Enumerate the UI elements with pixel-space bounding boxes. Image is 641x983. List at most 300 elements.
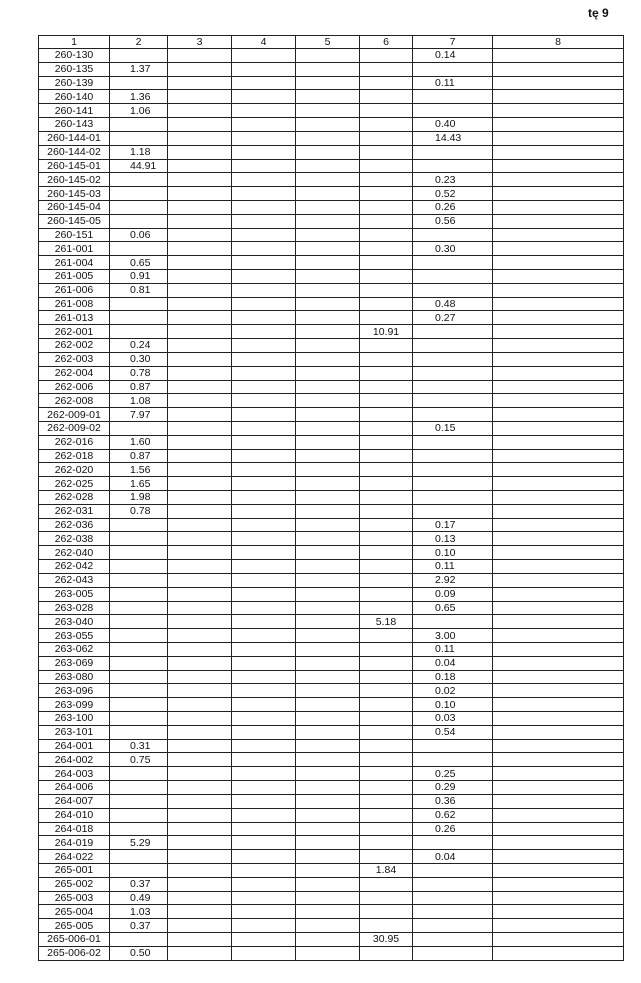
table-row [39, 532, 624, 546]
table-cell-col-8 [493, 159, 624, 173]
table-cell-col-2 [110, 532, 168, 546]
table-row [39, 615, 624, 629]
table-cell-col-4 [232, 518, 296, 532]
table-cell-col-3 [168, 62, 232, 76]
table-cell-col-8 [493, 615, 624, 629]
table-cell-col-2 [110, 670, 168, 684]
table-cell-col-6 [360, 836, 413, 850]
table-cell-col-3 [168, 449, 232, 463]
table-row [39, 725, 624, 739]
table-cell-col-6 [360, 352, 413, 366]
table-cell-col-1: 262-001 [39, 325, 110, 339]
table-cell-col-5 [296, 118, 360, 132]
table-cell-col-5 [296, 781, 360, 795]
table-cell-col-2 [110, 546, 168, 560]
table-cell-col-6 [360, 822, 413, 836]
table-cell-col-5 [296, 76, 360, 90]
table-cell-col-5 [296, 836, 360, 850]
table-cell-col-6 [360, 546, 413, 560]
table-cell-col-7 [413, 491, 493, 505]
table-cell-col-5 [296, 90, 360, 104]
table-cell-col-4 [232, 808, 296, 822]
table-cell-col-7 [413, 753, 493, 767]
table-cell-col-8 [493, 380, 624, 394]
table-cell-col-1: 260-140 [39, 90, 110, 104]
table-row [39, 380, 624, 394]
table-row [39, 656, 624, 670]
table-cell-col-3 [168, 836, 232, 850]
table-cell-col-8 [493, 339, 624, 353]
table-cell-col-8 [493, 560, 624, 574]
table-cell-col-5 [296, 794, 360, 808]
table-cell-col-1: 262-036 [39, 518, 110, 532]
table-cell-col-4 [232, 725, 296, 739]
table-cell-col-5 [296, 905, 360, 919]
table-cell-col-1: 260-130 [39, 49, 110, 63]
table-cell-col-3 [168, 380, 232, 394]
table-row [39, 863, 624, 877]
table-row [39, 504, 624, 518]
table-cell-col-1: 262-025 [39, 477, 110, 491]
table-row [39, 421, 624, 435]
table-cell-col-4 [232, 173, 296, 187]
table-cell-col-4 [232, 118, 296, 132]
table-cell-col-3 [168, 173, 232, 187]
table-cell-col-6 [360, 311, 413, 325]
table-row [39, 104, 624, 118]
table-row [39, 836, 624, 850]
table-cell-col-2: 0.87 [110, 449, 168, 463]
table-cell-col-1: 263-099 [39, 698, 110, 712]
table-cell-col-8 [493, 76, 624, 90]
table-cell-col-1: 261-005 [39, 270, 110, 284]
table-cell-col-8 [493, 49, 624, 63]
table-cell-col-3 [168, 587, 232, 601]
table-cell-col-7: 0.09 [413, 587, 493, 601]
table-cell-col-8 [493, 946, 624, 960]
table-cell-col-3 [168, 242, 232, 256]
table-cell-col-6 [360, 642, 413, 656]
table-cell-col-1: 262-040 [39, 546, 110, 560]
table-cell-col-2: 0.06 [110, 228, 168, 242]
column-header: 3 [168, 36, 232, 49]
table-cell-col-8 [493, 712, 624, 726]
table-cell-col-7: 0.54 [413, 725, 493, 739]
table-cell-col-5 [296, 615, 360, 629]
table-cell-col-6 [360, 297, 413, 311]
table-cell-col-8 [493, 601, 624, 615]
table-cell-col-2 [110, 214, 168, 228]
table-cell-col-1: 260-135 [39, 62, 110, 76]
table-cell-col-3 [168, 767, 232, 781]
table-cell-col-1: 264-007 [39, 794, 110, 808]
table-cell-col-5 [296, 684, 360, 698]
table-cell-col-8 [493, 435, 624, 449]
table-cell-col-2 [110, 712, 168, 726]
table-cell-col-5 [296, 725, 360, 739]
table-cell-col-7: 0.14 [413, 49, 493, 63]
table-cell-col-6 [360, 532, 413, 546]
table-cell-col-7: 0.30 [413, 242, 493, 256]
table-cell-col-3 [168, 394, 232, 408]
table-cell-col-6 [360, 504, 413, 518]
table-cell-col-1: 264-018 [39, 822, 110, 836]
table-cell-col-4 [232, 753, 296, 767]
table-cell-col-6 [360, 463, 413, 477]
table-cell-col-4 [232, 504, 296, 518]
table-cell-col-3 [168, 753, 232, 767]
table-cell-col-7 [413, 863, 493, 877]
table-cell-col-4 [232, 905, 296, 919]
table-cell-col-7 [413, 836, 493, 850]
table-cell-col-5 [296, 325, 360, 339]
table-cell-col-3 [168, 435, 232, 449]
table-cell-col-5 [296, 629, 360, 643]
table-cell-col-7 [413, 62, 493, 76]
table-cell-col-1: 265-003 [39, 891, 110, 905]
table-cell-col-1: 260-144-01 [39, 131, 110, 145]
table-cell-col-8 [493, 104, 624, 118]
table-cell-col-7 [413, 394, 493, 408]
table-cell-col-1: 265-001 [39, 863, 110, 877]
table-cell-col-8 [493, 587, 624, 601]
table-cell-col-6 [360, 753, 413, 767]
table-cell-col-5 [296, 670, 360, 684]
table-cell-col-6 [360, 76, 413, 90]
table-cell-col-5 [296, 297, 360, 311]
table-cell-col-3 [168, 808, 232, 822]
table-cell-col-6 [360, 270, 413, 284]
table-cell-col-2 [110, 131, 168, 145]
table-cell-col-6 [360, 573, 413, 587]
table-cell-col-3 [168, 642, 232, 656]
table-cell-col-6 [360, 131, 413, 145]
table-cell-col-3 [168, 104, 232, 118]
table-cell-col-5 [296, 642, 360, 656]
table-cell-col-7: 0.10 [413, 698, 493, 712]
table-cell-col-8 [493, 822, 624, 836]
table-cell-col-8 [493, 491, 624, 505]
table-cell-col-5 [296, 477, 360, 491]
table-cell-col-8 [493, 573, 624, 587]
table-row [39, 781, 624, 795]
table-cell-col-4 [232, 656, 296, 670]
table-cell-col-7 [413, 933, 493, 947]
table-cell-col-7: 0.23 [413, 173, 493, 187]
table-cell-col-6 [360, 560, 413, 574]
table-cell-col-8 [493, 200, 624, 214]
table-cell-col-8 [493, 891, 624, 905]
table-cell-col-4 [232, 449, 296, 463]
table-cell-col-3 [168, 615, 232, 629]
table-row [39, 49, 624, 63]
table-cell-col-5 [296, 767, 360, 781]
table-cell-col-1: 263-055 [39, 629, 110, 643]
table-cell-col-1: 261-008 [39, 297, 110, 311]
table-cell-col-1: 262-028 [39, 491, 110, 505]
table-cell-col-4 [232, 532, 296, 546]
table-cell-col-6 [360, 256, 413, 270]
table-cell-col-6: 10.91 [360, 325, 413, 339]
table-cell-col-6 [360, 200, 413, 214]
table-cell-col-4 [232, 463, 296, 477]
table-cell-col-4 [232, 642, 296, 656]
table-cell-col-1: 265-004 [39, 905, 110, 919]
table-cell-col-1: 262-031 [39, 504, 110, 518]
table-cell-col-4 [232, 739, 296, 753]
table-cell-col-5 [296, 200, 360, 214]
table-cell-col-8 [493, 325, 624, 339]
table-cell-col-2: 1.56 [110, 463, 168, 477]
table-cell-col-8 [493, 781, 624, 795]
table-cell-col-6 [360, 435, 413, 449]
table-cell-col-4 [232, 698, 296, 712]
table-cell-col-6 [360, 712, 413, 726]
table-cell-col-7: 0.52 [413, 187, 493, 201]
table-cell-col-1: 262-002 [39, 339, 110, 353]
table-cell-col-4 [232, 187, 296, 201]
table-cell-col-2 [110, 822, 168, 836]
table-cell-col-2 [110, 850, 168, 864]
table-cell-col-3 [168, 270, 232, 284]
table-row [39, 601, 624, 615]
table-row [39, 242, 624, 256]
table-cell-col-2: 1.36 [110, 90, 168, 104]
table-row [39, 905, 624, 919]
table-cell-col-7: 0.11 [413, 560, 493, 574]
table-cell-col-3 [168, 463, 232, 477]
table-cell-col-3 [168, 339, 232, 353]
table-row [39, 573, 624, 587]
table-row [39, 891, 624, 905]
table-cell-col-4 [232, 159, 296, 173]
data-table [38, 35, 624, 961]
table-cell-col-5 [296, 380, 360, 394]
table-cell-col-2 [110, 781, 168, 795]
table-cell-col-6 [360, 90, 413, 104]
table-cell-col-7 [413, 366, 493, 380]
table-cell-col-7 [413, 270, 493, 284]
table-cell-col-5 [296, 601, 360, 615]
table-cell-col-4 [232, 242, 296, 256]
table-cell-col-6 [360, 656, 413, 670]
table-cell-col-4 [232, 90, 296, 104]
table-cell-col-8 [493, 518, 624, 532]
table-cell-col-1: 262-043 [39, 573, 110, 587]
table-cell-col-7: 0.13 [413, 532, 493, 546]
table-cell-col-7: 0.04 [413, 656, 493, 670]
table-row [39, 118, 624, 132]
table-cell-col-6 [360, 228, 413, 242]
table-cell-col-4 [232, 256, 296, 270]
table-cell-col-1: 262-003 [39, 352, 110, 366]
table-cell-col-2 [110, 118, 168, 132]
table-cell-col-1: 260-144-02 [39, 145, 110, 159]
table-cell-col-4 [232, 325, 296, 339]
table-row [39, 491, 624, 505]
table-cell-col-5 [296, 933, 360, 947]
table-cell-col-1: 263-062 [39, 642, 110, 656]
table-row [39, 145, 624, 159]
table-cell-col-4 [232, 297, 296, 311]
table-cell-col-2: 7.97 [110, 408, 168, 422]
table-cell-col-6 [360, 670, 413, 684]
table-cell-col-7 [413, 159, 493, 173]
table-cell-col-8 [493, 670, 624, 684]
table-cell-col-7 [413, 463, 493, 477]
table-cell-col-2 [110, 863, 168, 877]
table-cell-col-2 [110, 587, 168, 601]
table-cell-col-2 [110, 642, 168, 656]
table-cell-col-1: 261-001 [39, 242, 110, 256]
table-cell-col-3 [168, 601, 232, 615]
table-cell-col-3 [168, 90, 232, 104]
table-row [39, 270, 624, 284]
table-row [39, 642, 624, 656]
table-cell-col-5 [296, 656, 360, 670]
table-cell-col-3 [168, 76, 232, 90]
table-cell-col-1: 262-009-01 [39, 408, 110, 422]
table-row [39, 90, 624, 104]
table-cell-col-6 [360, 850, 413, 864]
table-cell-col-5 [296, 546, 360, 560]
table-cell-col-8 [493, 532, 624, 546]
table-cell-col-2: 5.29 [110, 836, 168, 850]
table-cell-col-4 [232, 283, 296, 297]
table-cell-col-2 [110, 173, 168, 187]
column-header: 7 [413, 36, 493, 49]
table-cell-col-1: 262-004 [39, 366, 110, 380]
table-cell-col-5 [296, 421, 360, 435]
table-cell-col-1: 265-006-01 [39, 933, 110, 947]
table-cell-col-4 [232, 863, 296, 877]
table-cell-col-5 [296, 311, 360, 325]
table-cell-col-7 [413, 504, 493, 518]
table-cell-col-6 [360, 421, 413, 435]
table-row [39, 228, 624, 242]
table-cell-col-4 [232, 62, 296, 76]
table-cell-col-6 [360, 905, 413, 919]
table-cell-col-3 [168, 822, 232, 836]
table-cell-col-6 [360, 159, 413, 173]
table-cell-col-1: 261-004 [39, 256, 110, 270]
table-cell-col-6 [360, 684, 413, 698]
table-cell-col-1: 264-010 [39, 808, 110, 822]
table-cell-col-2 [110, 794, 168, 808]
table-cell-col-3 [168, 712, 232, 726]
table-cell-col-7: 0.15 [413, 421, 493, 435]
table-cell-col-8 [493, 739, 624, 753]
table-cell-col-6 [360, 477, 413, 491]
table-cell-col-2: 0.78 [110, 504, 168, 518]
table-cell-col-3 [168, 629, 232, 643]
table-cell-col-5 [296, 808, 360, 822]
table-cell-col-2 [110, 187, 168, 201]
table-cell-col-4 [232, 629, 296, 643]
table-cell-col-7 [413, 145, 493, 159]
table-cell-col-2 [110, 601, 168, 615]
table-cell-col-1: 264-003 [39, 767, 110, 781]
table-cell-col-2: 0.49 [110, 891, 168, 905]
table-cell-col-4 [232, 76, 296, 90]
table-cell-col-8 [493, 118, 624, 132]
column-header: 4 [232, 36, 296, 49]
table-cell-col-1: 263-101 [39, 725, 110, 739]
table-cell-col-8 [493, 256, 624, 270]
table-cell-col-8 [493, 270, 624, 284]
table-cell-col-8 [493, 863, 624, 877]
table-cell-col-1: 264-019 [39, 836, 110, 850]
table-cell-col-5 [296, 49, 360, 63]
table-cell-col-1: 264-002 [39, 753, 110, 767]
table-cell-col-6 [360, 698, 413, 712]
table-cell-col-3 [168, 725, 232, 739]
table-cell-col-4 [232, 933, 296, 947]
table-cell-col-1: 260-151 [39, 228, 110, 242]
table-row [39, 753, 624, 767]
table-cell-col-7 [413, 352, 493, 366]
table-cell-col-7 [413, 477, 493, 491]
table-cell-col-6 [360, 491, 413, 505]
table-cell-col-2 [110, 200, 168, 214]
table-cell-col-8 [493, 698, 624, 712]
table-cell-col-4 [232, 104, 296, 118]
table-cell-col-7 [413, 449, 493, 463]
table-cell-col-4 [232, 781, 296, 795]
table-row [39, 449, 624, 463]
table-cell-col-6 [360, 187, 413, 201]
table-cell-col-2: 44.91 [110, 159, 168, 173]
table-cell-col-3 [168, 159, 232, 173]
table-cell-col-4 [232, 601, 296, 615]
table-cell-col-7 [413, 877, 493, 891]
table-cell-col-4 [232, 822, 296, 836]
table-row [39, 62, 624, 76]
table-cell-col-3 [168, 656, 232, 670]
table-cell-col-4 [232, 352, 296, 366]
page-number: tę 9 [588, 6, 609, 20]
table-cell-col-5 [296, 491, 360, 505]
table-cell-col-3 [168, 905, 232, 919]
table-cell-col-1: 262-018 [39, 449, 110, 463]
table-row [39, 187, 624, 201]
table-cell-col-2 [110, 629, 168, 643]
table-cell-col-2 [110, 311, 168, 325]
table-cell-col-6 [360, 877, 413, 891]
table-cell-col-2 [110, 76, 168, 90]
table-cell-col-5 [296, 863, 360, 877]
table-cell-col-5 [296, 449, 360, 463]
table-cell-col-7: 0.02 [413, 684, 493, 698]
table-cell-col-3 [168, 214, 232, 228]
table-cell-col-2: 0.87 [110, 380, 168, 394]
table-cell-col-3 [168, 684, 232, 698]
table-cell-col-2: 1.06 [110, 104, 168, 118]
table-cell-col-1: 260-145-02 [39, 173, 110, 187]
table-cell-col-2 [110, 933, 168, 947]
table-cell-col-8 [493, 352, 624, 366]
column-header: 6 [360, 36, 413, 49]
table-cell-col-1: 265-006-02 [39, 946, 110, 960]
table-cell-col-1: 264-001 [39, 739, 110, 753]
table-row [39, 808, 624, 822]
table-cell-col-3 [168, 560, 232, 574]
table-row [39, 850, 624, 864]
table-cell-col-5 [296, 698, 360, 712]
table-cell-col-7 [413, 228, 493, 242]
table-cell-col-1: 262-042 [39, 560, 110, 574]
table-cell-col-1: 260-145-04 [39, 200, 110, 214]
